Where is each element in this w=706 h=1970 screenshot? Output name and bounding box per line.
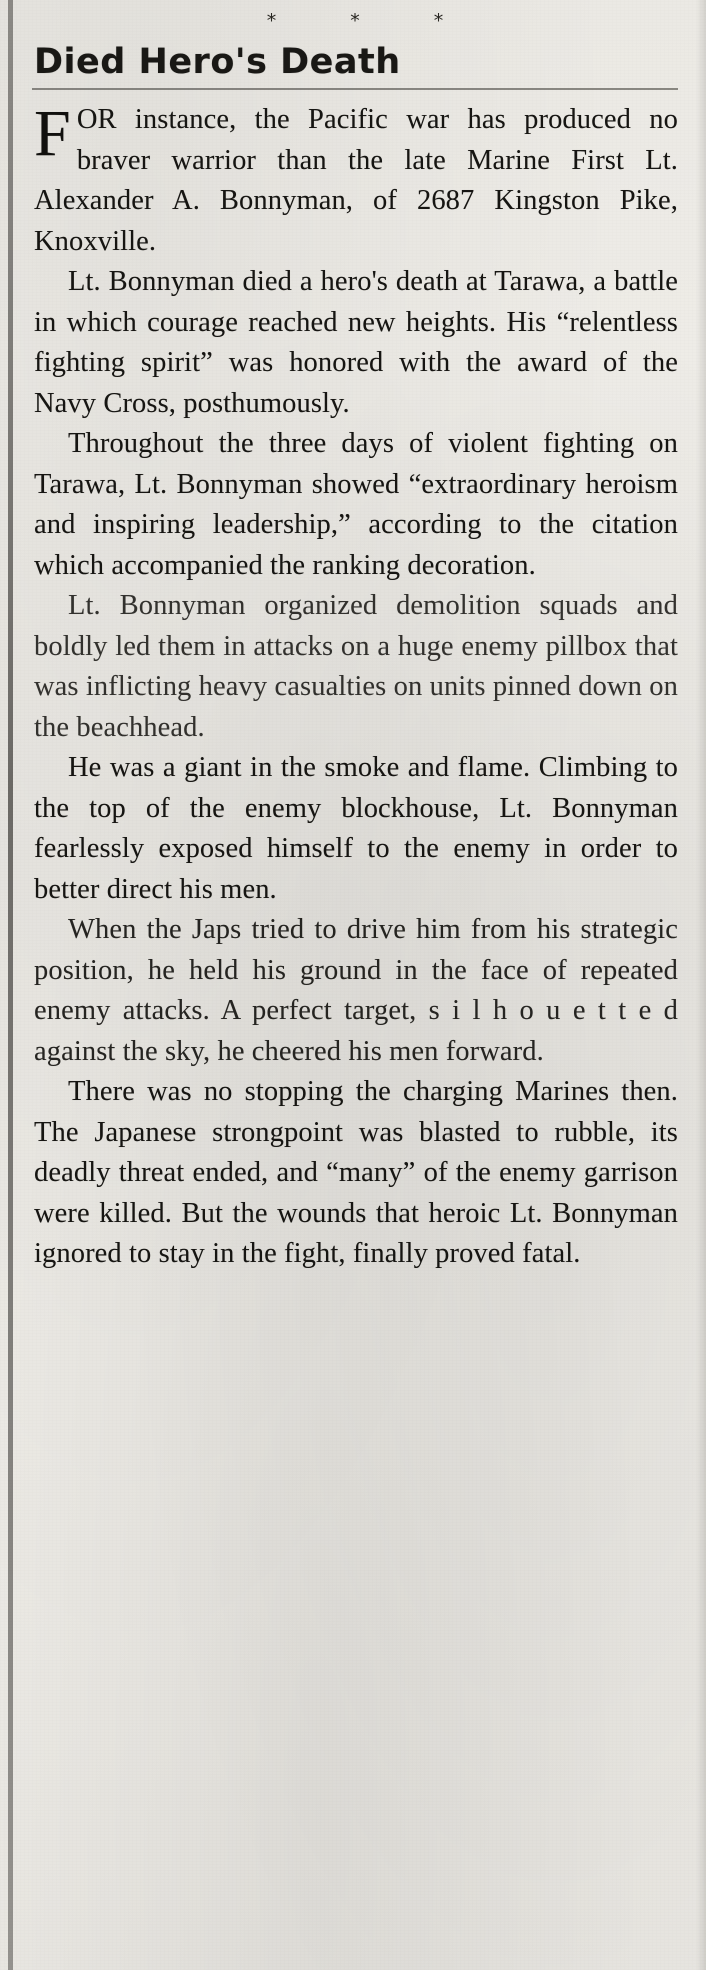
ornament-stars: * * * <box>266 10 478 32</box>
paragraph-1 <box>34 97 678 262</box>
paragraph-1-text: OR instance, the Pacific war has produced no braver warrior than the late Marine First Lt. Alexander A. Bonnyman, of 2687 Kingston Pike, Knoxville. <box>34 104 678 257</box>
paragraph-3: Throughout the three days of violent fighting on Tarawa, Lt. Bonnyman showed “extraordinary heroism and inspiring leadership,” according to the citation which accompanied the ranking decoration. <box>34 428 678 581</box>
paragraph-7: There was no stopping the charging Marines then. The Japanese strongpoint was blasted to rubble, its deadly threat ended, and “many” of the enemy garrison were killed. But the wounds that heroic Lt. Bonnyman ignored to stay in the fight, finally proved fatal. <box>34 1076 678 1269</box>
paragraph-2: Lt. Bonnyman died a hero's death at Tarawa, a battle in which courage reached new heights. His “relentless fighting spirit” was honored with the award of the Navy Cross, posthumously. <box>34 266 678 419</box>
column-rule-left <box>8 0 13 1970</box>
drop-cap: F <box>34 97 71 170</box>
page-edge-shadow <box>696 0 706 1970</box>
divider <box>32 88 678 90</box>
page-title: Died Hero's Death <box>34 42 401 82</box>
paragraph-5: He was a giant in the smoke and flame. Climbing to the top of the enemy blockhouse, Lt. Bonnyman fearlessly exposed himself to the enemy in order to better direct his men. <box>34 752 678 905</box>
article-body <box>34 97 678 1275</box>
paragraph-6: When the Japs tried to drive him from his strategic position, he held his ground in the face of repeated enemy attacks. A perfect target, s i l h o u e t t e d against the sky, he cheered his men forward. <box>34 914 678 1067</box>
paragraph-4: Lt. Bonnyman organized demolition squads and boldly led them in attacks on a huge enemy pillbox that was inflicting heavy casualties on units pinned down on the beachhead. <box>34 590 678 743</box>
